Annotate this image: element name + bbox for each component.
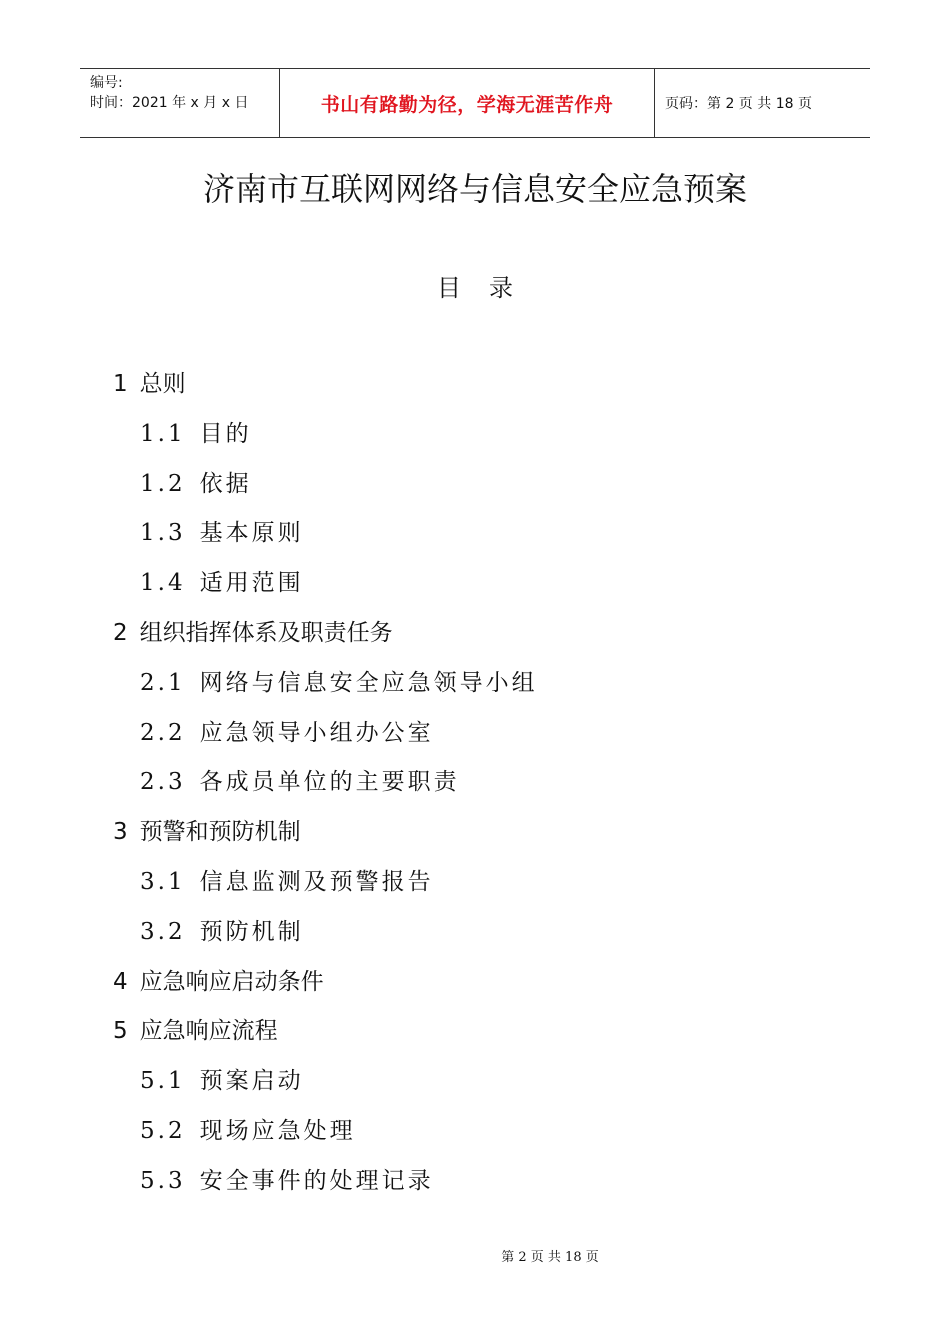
document-number-label: 编号: <box>90 75 123 91</box>
toc-entry[interactable] <box>0 908 950 958</box>
toc-entry[interactable] <box>0 958 950 1008</box>
table-of-contents <box>0 360 950 1207</box>
toc-entry[interactable] <box>0 509 950 559</box>
toc-entry-number: 1 <box>113 371 128 397</box>
toc-entry-text: 预防机制 <box>199 918 304 945</box>
toc-entry[interactable] <box>0 1157 950 1207</box>
toc-entry[interactable] <box>0 1057 950 1107</box>
toc-entry-text: 适用范围 <box>199 570 304 597</box>
toc-entry-text: 总则 <box>139 371 186 397</box>
toc-entry-text: 现场应急处理 <box>199 1117 356 1144</box>
toc-entry-number: 4 <box>113 968 128 995</box>
toc-entry-text: 组织指挥体系及职责任务 <box>139 619 393 646</box>
toc-entry-text: 应急响应流程 <box>139 1018 278 1045</box>
toc-entry-text: 应急领导小组办公室 <box>199 719 434 746</box>
toc-entry-text: 目的 <box>199 420 252 447</box>
document-title: 济南市互联网网络与信息安全应急预案 <box>202 170 747 208</box>
toc-entry[interactable] <box>0 758 950 808</box>
header-meta <box>80 69 280 137</box>
toc-entry-text: 信息监测及预警报告 <box>199 868 434 895</box>
toc-entry-number: 2.1 <box>140 669 186 696</box>
document-date: 时间：2021 年 x 月 x 日 <box>90 95 249 111</box>
toc-entry-number: 1.2 <box>140 470 186 497</box>
toc-entry[interactable] <box>0 659 950 709</box>
toc-entry[interactable] <box>0 1107 950 1157</box>
toc-entry-number: 5 <box>113 1018 128 1045</box>
toc-entry-number: 1.4 <box>140 570 186 597</box>
toc-entry[interactable] <box>0 808 950 858</box>
toc-entry[interactable] <box>0 609 950 659</box>
toc-entry[interactable] <box>0 1007 950 1057</box>
toc-entry-text: 安全事件的处理记录 <box>199 1167 434 1194</box>
toc-entry-number: 1.1 <box>140 420 186 447</box>
header-page-info: 页码：第 2 页 共 18 页 <box>665 96 812 112</box>
page-footer: 第 2 页 共 18 页 <box>501 1250 599 1265</box>
toc-entry-text: 预警和预防机制 <box>139 819 301 846</box>
toc-entry-number: 2.3 <box>140 769 186 796</box>
toc-entry[interactable] <box>0 460 950 510</box>
toc-entry-number: 2 <box>113 619 128 646</box>
toc-entry-text: 预案启动 <box>199 1068 304 1095</box>
header-motto: 书山有路勤为径，学海无涯苦作舟 <box>280 69 655 137</box>
toc-entry-text: 依据 <box>199 470 252 497</box>
toc-entry[interactable] <box>0 858 950 908</box>
page-header <box>80 68 870 138</box>
toc-entry-text: 基本原则 <box>199 520 304 547</box>
toc-entry-number: 3.2 <box>140 918 186 945</box>
toc-heading: 目录 <box>437 274 541 302</box>
toc-entry-number: 2.2 <box>140 719 186 746</box>
toc-entry-text: 各成员单位的主要职责 <box>199 769 460 796</box>
toc-entry-number: 3 <box>113 819 128 846</box>
toc-entry-number: 3.1 <box>140 868 186 895</box>
toc-entry[interactable] <box>0 360 950 410</box>
toc-entry-text: 网络与信息安全应急领导小组 <box>199 669 538 696</box>
toc-entry[interactable] <box>0 410 950 460</box>
toc-entry-text: 应急响应启动条件 <box>139 968 324 995</box>
toc-entry-number: 5.1 <box>140 1068 186 1095</box>
toc-entry-number: 5.2 <box>140 1117 186 1144</box>
toc-entry-number: 1.3 <box>140 520 186 547</box>
toc-entry[interactable] <box>0 559 950 609</box>
toc-entry-number: 5.3 <box>140 1167 186 1194</box>
toc-entry[interactable] <box>0 709 950 759</box>
